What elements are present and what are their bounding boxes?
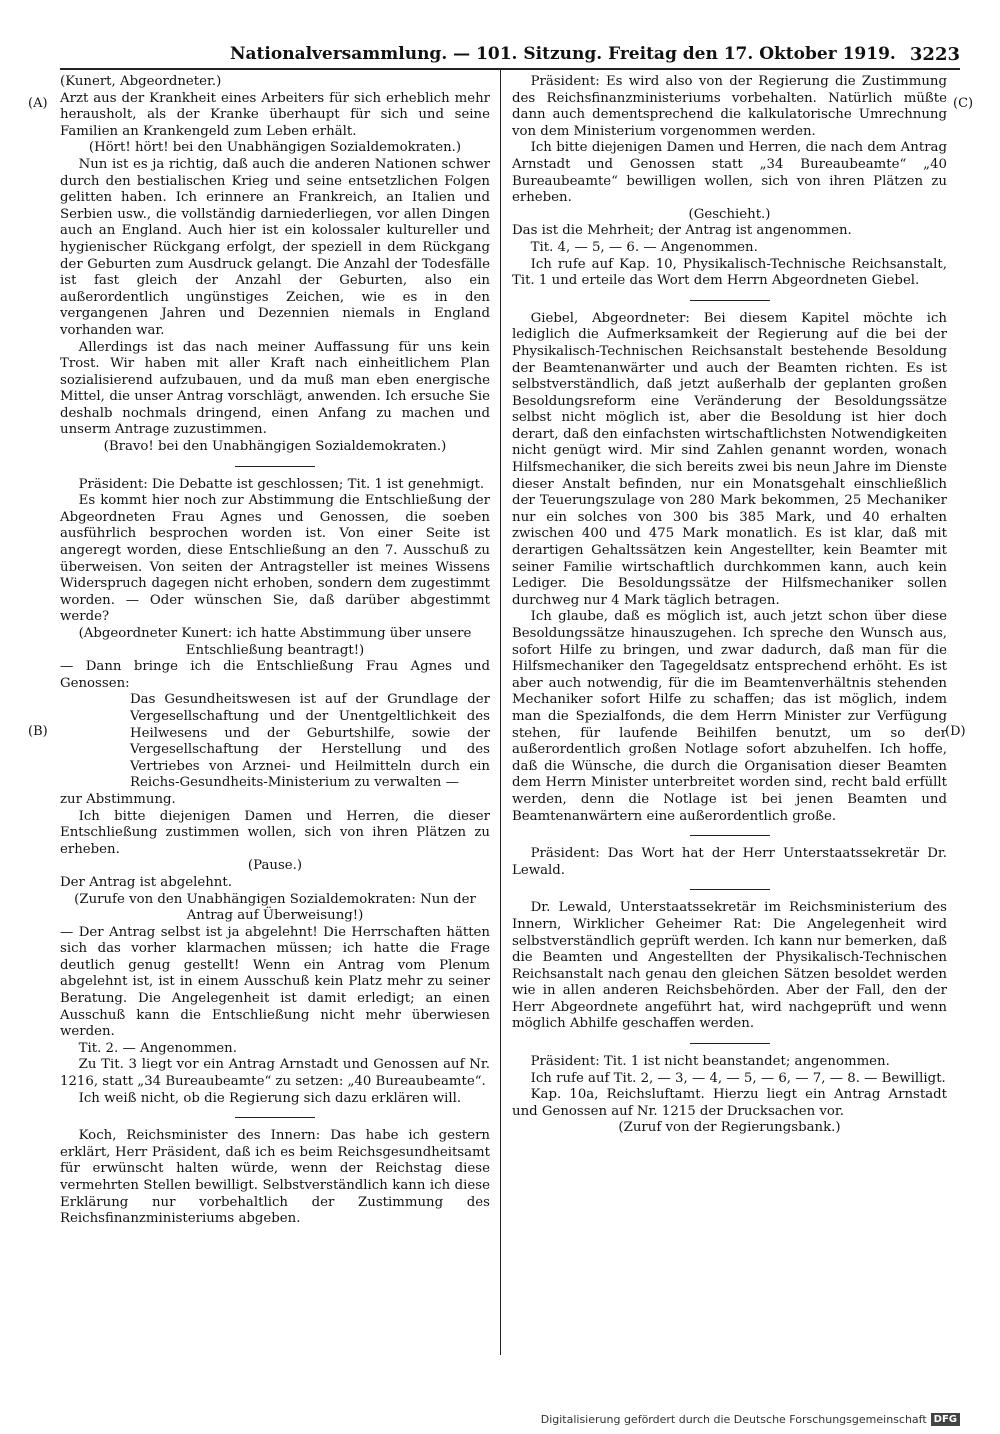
section-separator [690,889,770,890]
interjection: (Abgeordneter Kunert: ich hatte Abstimmung über unsere Entschließung beantragt!) [78,626,472,658]
page-header: Nationalversammlung. — 101. Sitzung. Freitag den 17. Oktober 1919. [230,44,896,64]
paragraph: Nun ist es ja richtig, daß auch die anderen Nationen schwer durch den bestialischen Krieg und seine entsetzlichen Folgen gelitten haben. Ich erinnere an Frankreich, an Italien und Serbien usw., die vollständig darniederliegen, vor allen Dingen auch an England. Auch hier ist ein kolossaler kultureller und hygienischer Rückgang erfolgt, der speziell in dem Rückgang der Geburten zum Ausdruck gelangt. Die Anzahl der Todesfälle ist fast gleich der Anzahl der Geburten, also ein außerordentlich ungünstiges Zeichen, wie es in den vergangenen Jahren und Dezennien niemals in England vorhanden war. [60,156,490,338]
paragraph: Tit. 4, — 5, — 6. — Angenommen. [530,239,758,255]
paragraph: Das Gesundheitswesen ist auf der Grundlage der Vergesellschaftung und der Unentgeltlichkeit des Heilwesens und der Geburtshilfe, sowie der Vergesellschaftung der Herstellung und des Vertriebes von Arznei- und Heilmitteln durch ein Reichs-Gesundheits-Ministerium zu verwalten — [130,692,490,791]
interjection: (Hört! hört! bei den Unabhängigen Sozialdemokraten.) [88,140,462,156]
paragraph: Ich glaube, daß es möglich ist, auch jetzt schon über diese Besoldungssätze hinauszugehen. Ich spreche den Wunsch aus, sofort Hilfe zu bringen, und zwar dadurch, daß man für die Hilfsmechaniker den Tagegeldsatz entsprechend erhöht. Es ist aber auch notwendig, für die im Beamtenverhältnis stehenden Mechaniker sofort Hilfe zu schaffen; das ist möglich, indem man die Spezialfonds, die dem Herrn Minister zur Verfügung stehen, für laufende Beihilfen benutzt, um so der außerordentlich großen Notlage sofort abzuhelfen. Ich hoffe, daß die Wünsche, die durch die Organisation dieser Beamten dem Herrn Minister unterbreitet worden sind, recht bald erfüllt werden, denn die Notlage ist bei jenen Beamten und Beamtenanwärtern eine außerordentlich große. [512,609,947,824]
interjection: (Geschieht.) [688,206,771,222]
footer-text: Digitalisierung gefördert durch die Deutsche Forschungsgemeinschaft [540,1413,927,1426]
paragraph: Es kommt hier noch zur Abstimmung die Entschließung der Abgeordneten Frau Agnes und Genossen, die soeben ausführlich besprochen worden ist. Von einer Seite ist angeregt worden, diese Entschließung an den 7. Ausschuß zu überweisen. Von seiten der Antragsteller ist meines Wissens Widerspruch dagegen nicht erhoben, sondern dem zugestimmt worden. — Oder wünschen Sie, daß darüber abgestimmt werde? [60,493,490,625]
paragraph: — Dann bringe ich die Entschließung Frau Agnes und Genossen: [60,659,490,691]
paragraph: Allerdings ist das nach meiner Auffassung für uns kein Trost. Wir haben mit aller Kraft nach einheitlichem Plan sozialisierend aufzubauen, und da muß man eben energische Mittel, die unser Antrag vorschlägt, anwenden. Ich ersuche Sie deshalb nochmals dringend, einen Anfang zu machen und unserm Antrage zuzustimmen. [60,339,490,438]
margin-mark-d: (D) [945,724,966,739]
paragraph: Das ist die Mehrheit; der Antrag ist angenommen. [512,223,852,239]
interjection: (Zurufe von den Unabhängigen Sozialdemokraten: Nun der Antrag auf Überweisung!) [74,891,476,924]
header-rule [60,68,960,70]
footer [541,1413,960,1426]
right-column [512,74,947,1137]
interjection: (Zuruf von der Regierungsbank.) [618,1120,841,1136]
page-number: 3223 [909,44,960,65]
paragraph: (Kunert, Abgeordneter.) [60,74,222,89]
paragraph: Koch, Reichsminister des Innern: Das habe ich gestern erklärt, Herr Präsident, daß ich es beim Reichsgesundheitsamt für erwünscht halten würde, wenn der Reichstag diese vermehrten Stellen bewilligt. Selbstverständlich kann ich diese Erklärung nur vorbehaltlich der Zustimmung des Reichsfinanzministeriums abgeben. [60,1128,490,1227]
paragraph: Ich rufe auf Kap. 10, Physikalisch-Technische Reichsanstalt, Tit. 1 und erteile das Wort dem Herrn Abgeordneten Giebel. [512,256,947,289]
dfg-logo: DFG [931,1413,960,1426]
paragraph: Ich weiß nicht, ob die Regierung sich dazu erklären will. [78,1090,462,1106]
section-separator [235,466,315,467]
section-separator [690,835,770,836]
section-separator [690,300,770,301]
paragraph: Giebel, Abgeordneter: Bei diesem Kapitel möchte ich lediglich die Aufmerksamkeit der Regierung auf die bei der Physikalisch-Technischen Reichsanstalt bestehende Besoldung der Beamtenanwärter und auch der Beamten richten. Es ist selbstverständlich, daß jetzt außerhalb der geplanten großen Besoldungsreform eine Veränderung der Besoldungssätze selbst nicht möglich ist, aber die Besoldung ist hier doch derart, daß den einfachsten wirtschaftlichsten Notwendigkeiten nicht genügt wird. Mir sind Zahlen genannt worden, wonach Hilfsmechaniker, die sich bereits zwei bis neun Jahre im Dienste dieser Anstalt befinden, nur ein Monatsgehalt einschließlich der Teuerungszulage von 280 Mark bekommen, 25 Mechaniker nur ein solches von 300 bis 385 Mark, und 40 erhalten zwischen 400 und 475 Mark monatlich. Es ist klar, daß mit derartigen Gehaltssätzen kein Angestellter, kein Beamter mit seiner Familie wirtschaftlich durchkommen kann, auch kein Lediger. Die Besoldungssätze der Hilfsmechaniker sollen durchweg nur 4 Mark täglich betragen. [512,310,947,608]
margin-mark-a: (A) [28,96,48,111]
paragraph: Ich bitte diejenigen Damen und Herren, die nach dem Antrag Arnstadt und Genossen statt „34 Bureaubeamte“ „40 Bureaubeamte“ bewilligen wollen, sich von ihren Plätzen zu erheben. [512,140,947,206]
section-separator [690,1043,770,1044]
paragraph: Präsident: Tit. 1 ist nicht beanstandet; angenommen. [530,1054,890,1070]
paragraph: Dr. Lewald, Unterstaatssekretär im Reichsministerium des Innern, Wirklicher Geheimer Rat: Die Angelegenheit wird selbstverständlich geprüft werden. Ich kann nur bemerken, daß die Beamten und Angestellten der Physikalisch-Technischen Reichsanstalt nach genau den gleichen Sätzen besoldet werden wie in allen anderen Reichsbehörden. Aber der Fall, den der Herr Abgeordnete angeführt hat, wird nachgeprüft und wenn möglich Abhilfe geschaffen werden. [512,900,947,1032]
paragraph: Tit. 2. — Angenommen. [78,1040,237,1056]
paragraph: — Der Antrag selbst ist ja abgelehnt! Die Herrschaften hätten sich das vorher klarmachen müssen; ich hatte die Frage deutlich genug gestellt! Wenn ein Antrag vom Plenum abgelehnt ist, ist in einem Ausschuß kein Platz mehr zu seiner Beratung. Die Angelegenheit ist damit erledigt; an einen Ausschuß kann die Entschließung nicht mehr überwiesen werden. [60,924,490,1040]
paragraph: Ich rufe auf Tit. 2, — 3, — 4, — 5, — 6, — 7, — 8. — Bewilligt. [530,1070,946,1086]
paragraph: Präsident: Die Debatte ist geschlossen; Tit. 1 ist genehmigt. [78,476,485,492]
interjection: (Pause.) [247,858,303,874]
interjection: (Bravo! bei den Unabhängigen Sozialdemokraten.) [103,439,447,455]
paragraph: Zu Tit. 3 liegt vor ein Antrag Arnstadt und Genossen auf Nr. 1216, statt „34 Bureaubeamte“ zu setzen: „40 Bureaubeamte“. [60,1057,490,1090]
paragraph: Arzt aus der Krankheit eines Arbeiters für sich erheblich mehr herausholt, als der Kranke überhaupt für sich und seine Familien an Krankengeld zum Leben erhält. [60,90,490,139]
margin-mark-b: (B) [28,724,48,739]
paragraph: zur Abstimmung. [60,791,176,807]
left-column [60,74,490,1228]
paragraph: Präsident: Es wird also von der Regierung die Zustimmung des Reichsfinanzministeriums vorbehalten. Natürlich müßte dann auch dementsprechend die kalkulatorische Umrechnung von dem Ministerium vorgenommen werden. [512,74,947,139]
paragraph: Der Antrag ist abgelehnt. [60,874,232,890]
section-separator [235,1117,315,1118]
column-divider [500,70,501,1355]
paragraph: Kap. 10a, Reichsluftamt. Hierzu liegt ein Antrag Arnstadt und Genossen auf Nr. 1215 der Drucksachen vor. [512,1087,947,1119]
paragraph: Ich bitte diejenigen Damen und Herren, die dieser Entschließung zustimmen wollen, sich von ihren Plätzen zu erheben. [60,808,490,857]
paragraph: Präsident: Das Wort hat der Herr Unterstaatssekretär Dr. Lewald. [512,846,947,878]
margin-mark-c: (C) [953,96,974,111]
